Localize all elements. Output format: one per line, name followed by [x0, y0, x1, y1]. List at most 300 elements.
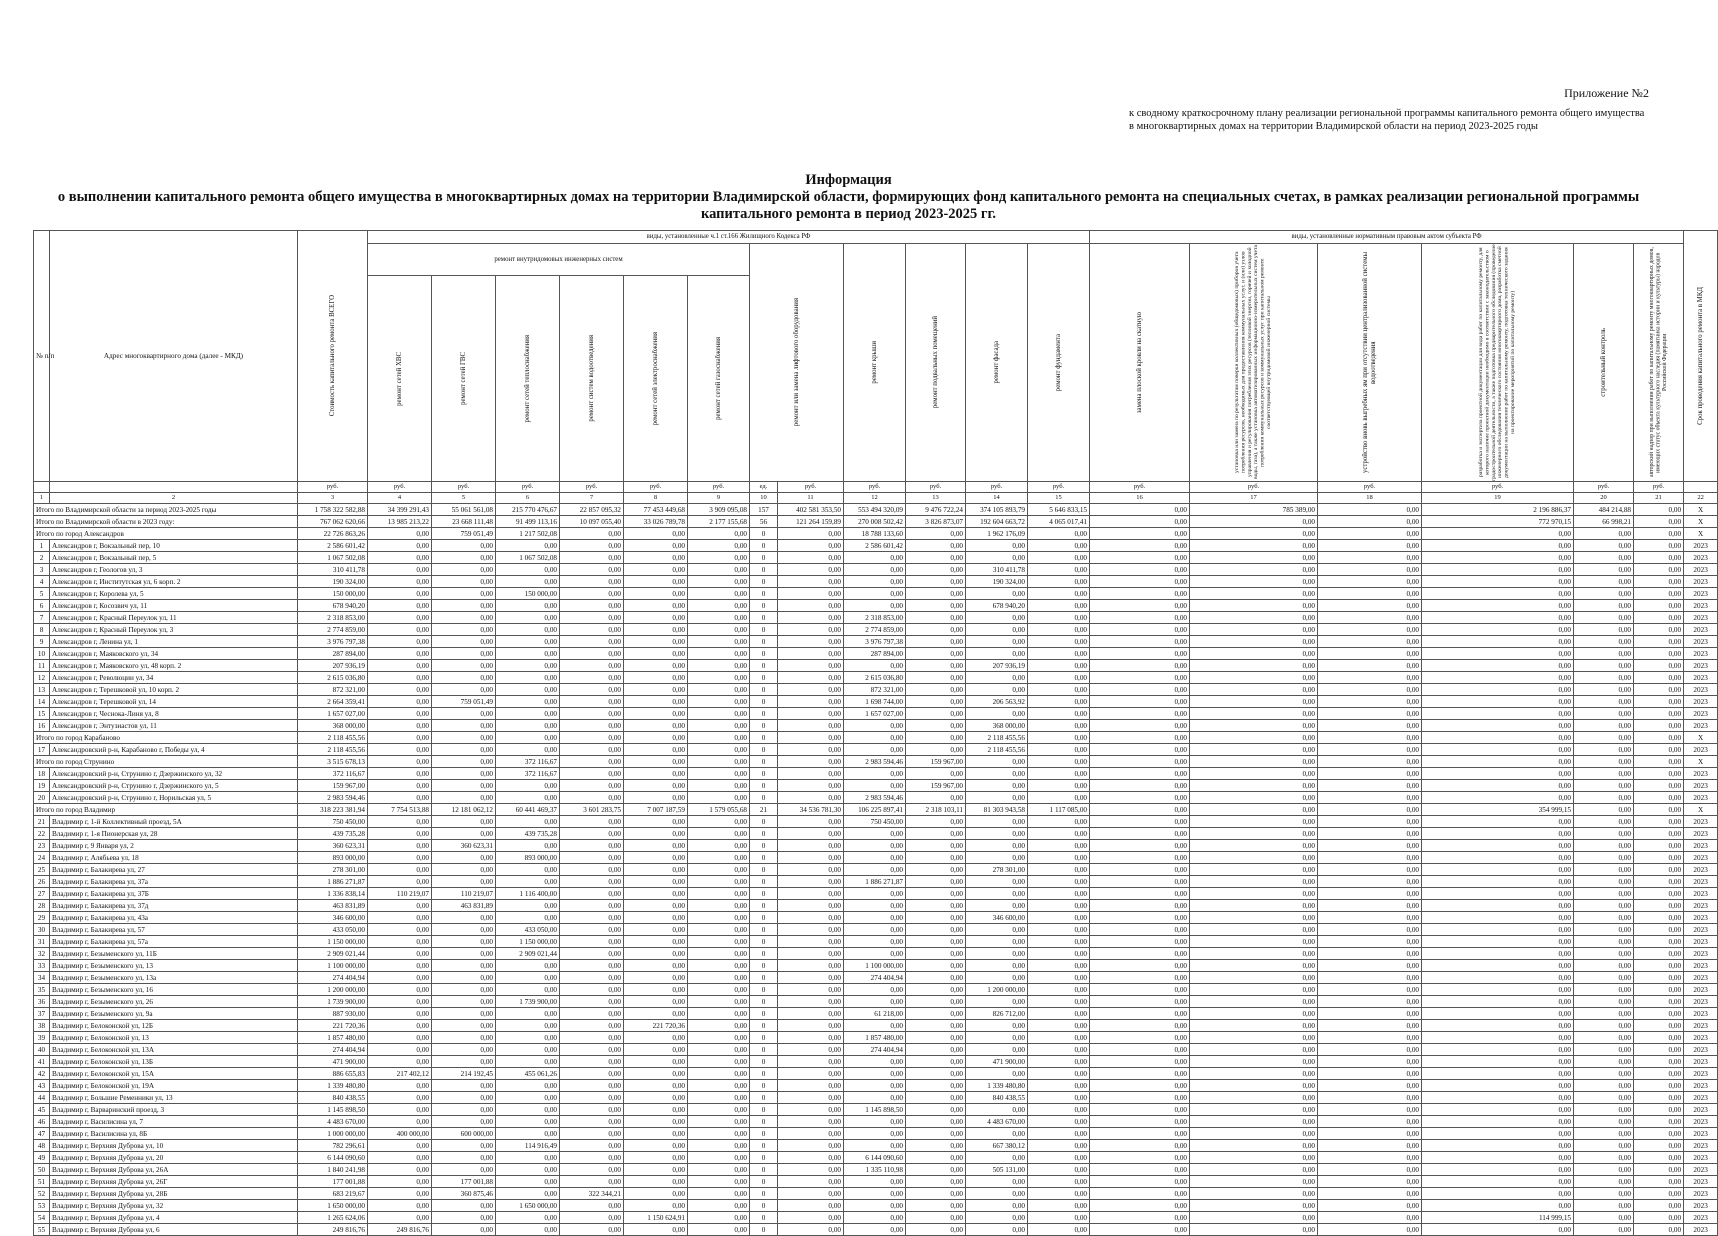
- value-cell: 6 144 090,60: [844, 1152, 906, 1164]
- value-cell: 0,00: [368, 936, 432, 948]
- value-cell: 0: [750, 1008, 778, 1020]
- value-cell: 0,00: [368, 924, 432, 936]
- value-cell: 2023: [1684, 636, 1718, 648]
- value-cell: 0,00: [560, 1164, 624, 1176]
- unit-cell: руб.: [1574, 482, 1634, 493]
- value-cell: 0,00: [496, 636, 560, 648]
- value-cell: 372 116,67: [298, 768, 368, 780]
- value-cell: 0,00: [1190, 660, 1318, 672]
- value-cell: 0,00: [966, 636, 1028, 648]
- value-cell: 0,00: [1422, 984, 1574, 996]
- value-cell: 2023: [1684, 696, 1718, 708]
- value-cell: 0,00: [688, 1224, 750, 1236]
- value-cell: 0,00: [906, 576, 966, 588]
- value-cell: 0,00: [1574, 756, 1634, 768]
- value-cell: 2023: [1684, 888, 1718, 900]
- value-cell: 0,00: [906, 840, 966, 852]
- value-cell: 0,00: [1028, 924, 1090, 936]
- value-cell: 0,00: [688, 564, 750, 576]
- row-number-cell: 21: [34, 816, 50, 828]
- value-cell: 0,00: [368, 528, 432, 540]
- value-cell: 0,00: [844, 600, 906, 612]
- value-cell: 0,00: [368, 660, 432, 672]
- value-cell: 0,00: [906, 600, 966, 612]
- value-cell: 0,00: [624, 624, 688, 636]
- value-cell: 0: [750, 1152, 778, 1164]
- value-cell: 0,00: [1028, 588, 1090, 600]
- value-cell: 2 118 455,56: [298, 732, 368, 744]
- value-cell: 0,00: [906, 660, 966, 672]
- value-cell: 0,00: [1422, 588, 1574, 600]
- value-cell: 0,00: [368, 1032, 432, 1044]
- value-cell: 0,00: [1574, 852, 1634, 864]
- value-cell: 0,00: [1422, 900, 1574, 912]
- value-cell: 0,00: [1422, 792, 1574, 804]
- value-cell: 0,00: [844, 768, 906, 780]
- value-cell: 0,00: [624, 1224, 688, 1236]
- value-cell: 2023: [1684, 1140, 1718, 1152]
- address-cell: Александров г, Ленина ул, 1: [50, 636, 298, 648]
- row-number-cell: 52: [34, 1188, 50, 1200]
- value-cell: 0,00: [1634, 540, 1684, 552]
- value-cell: 400 000,00: [368, 1128, 432, 1140]
- value-cell: 0,00: [560, 912, 624, 924]
- value-cell: 0,00: [560, 996, 624, 1008]
- value-cell: 2023: [1684, 900, 1718, 912]
- column-number-cell: 1: [34, 493, 50, 504]
- value-cell: 0,00: [1574, 1008, 1634, 1020]
- row-number-cell: 34: [34, 972, 50, 984]
- table-row: [34, 564, 1718, 576]
- value-cell: 0,00: [906, 792, 966, 804]
- value-cell: 0,00: [1318, 852, 1422, 864]
- value-cell: 0,00: [368, 720, 432, 732]
- value-cell: 0,00: [1574, 780, 1634, 792]
- row-number-cell: 26: [34, 876, 50, 888]
- address-cell: Владимир г, Безыменского ул, 13: [50, 960, 298, 972]
- value-cell: 33 026 789,78: [624, 516, 688, 528]
- table-row: [34, 1152, 1718, 1164]
- total-row: [34, 516, 1718, 528]
- value-cell: 0,00: [1318, 828, 1422, 840]
- value-cell: 0,00: [1634, 636, 1684, 648]
- value-cell: 0,00: [1318, 552, 1422, 564]
- value-cell: 0,00: [1422, 948, 1574, 960]
- value-cell: 2023: [1684, 1068, 1718, 1080]
- value-cell: 0,00: [1574, 1200, 1634, 1212]
- value-cell: 2 615 036,80: [298, 672, 368, 684]
- value-cell: 0,00: [1190, 612, 1318, 624]
- value-cell: 0,00: [778, 972, 844, 984]
- value-cell: 0,00: [1318, 1200, 1422, 1212]
- value-cell: 0: [750, 672, 778, 684]
- value-cell: 0,00: [1190, 564, 1318, 576]
- value-cell: 0,00: [966, 1020, 1028, 1032]
- value-cell: 2023: [1684, 1188, 1718, 1200]
- address-cell: Владимир г, Белоконской ул, 13А: [50, 1044, 298, 1056]
- value-cell: 750 450,00: [298, 816, 368, 828]
- value-cell: 0,00: [844, 732, 906, 744]
- value-cell: 0,00: [688, 672, 750, 684]
- column-number-cell: 18: [1318, 493, 1422, 504]
- value-cell: 0,00: [496, 624, 560, 636]
- table-row: [34, 600, 1718, 612]
- address-cell: Владимир г, Верхняя Дуброва ул, 6: [50, 1224, 298, 1236]
- address-cell: Владимир г, Белоконской ул, 12Б: [50, 1020, 298, 1032]
- row-number-cell: 36: [34, 996, 50, 1008]
- value-cell: 0,00: [1028, 552, 1090, 564]
- value-cell: 0,00: [1090, 768, 1190, 780]
- value-cell: 0: [750, 840, 778, 852]
- table-row: [34, 1008, 1718, 1020]
- value-cell: 0,00: [624, 816, 688, 828]
- row-number-cell: 39: [34, 1032, 50, 1044]
- value-cell: 0,00: [906, 912, 966, 924]
- value-cell: 0,00: [1028, 852, 1090, 864]
- value-cell: 0,00: [1422, 648, 1574, 660]
- value-cell: 0,00: [778, 684, 844, 696]
- value-cell: 0,00: [1574, 1092, 1634, 1104]
- value-cell: 0,00: [688, 1068, 750, 1080]
- value-cell: 18 788 133,60: [844, 528, 906, 540]
- value-cell: 2 909 021,44: [496, 948, 560, 960]
- value-cell: 0,00: [1028, 1200, 1090, 1212]
- value-cell: 0,00: [906, 972, 966, 984]
- value-cell: 0,00: [1318, 1128, 1422, 1140]
- value-cell: 0,00: [1028, 1128, 1090, 1140]
- value-cell: 0,00: [1634, 588, 1684, 600]
- value-cell: 0,00: [906, 1164, 966, 1176]
- value-cell: 0,00: [368, 540, 432, 552]
- value-cell: 0,00: [906, 612, 966, 624]
- row-number-cell: 17: [34, 744, 50, 756]
- value-cell: 0,00: [778, 720, 844, 732]
- value-cell: 0,00: [1090, 828, 1190, 840]
- value-cell: 2023: [1684, 864, 1718, 876]
- value-cell: 0,00: [432, 540, 496, 552]
- address-cell: Владимир г, Верхняя Дуброва ул, 26Г: [50, 1176, 298, 1188]
- value-cell: 0,00: [1574, 624, 1634, 636]
- value-cell: 0,00: [624, 1116, 688, 1128]
- value-cell: 0,00: [844, 1116, 906, 1128]
- value-cell: 0,00: [496, 1080, 560, 1092]
- value-cell: 0,00: [1028, 1032, 1090, 1044]
- value-cell: 0,00: [688, 552, 750, 564]
- value-cell: 0,00: [1422, 1104, 1574, 1116]
- value-cell: 0,00: [368, 684, 432, 696]
- value-cell: 1 698 744,00: [844, 696, 906, 708]
- value-cell: 368 000,00: [966, 720, 1028, 732]
- value-cell: 0,00: [1090, 1140, 1190, 1152]
- value-cell: 0,00: [624, 1200, 688, 1212]
- value-cell: 0: [750, 1224, 778, 1236]
- value-cell: 0,00: [1318, 888, 1422, 900]
- value-cell: 0,00: [1190, 792, 1318, 804]
- value-cell: 0,00: [1090, 1224, 1190, 1236]
- title-line-1: Информация: [805, 172, 892, 188]
- value-cell: 0,00: [844, 780, 906, 792]
- value-cell: 2023: [1684, 960, 1718, 972]
- column-number-cell: 19: [1422, 493, 1574, 504]
- value-cell: 840 438,55: [966, 1092, 1028, 1104]
- value-cell: 455 061,26: [496, 1068, 560, 1080]
- value-cell: 0,00: [1028, 744, 1090, 756]
- table-row: [34, 840, 1718, 852]
- value-cell: 0,00: [560, 1140, 624, 1152]
- value-cell: 0,00: [906, 864, 966, 876]
- value-cell: 0,00: [1090, 1188, 1190, 1200]
- value-cell: 0,00: [1028, 1224, 1090, 1236]
- value-cell: 0,00: [1422, 660, 1574, 672]
- col-lift-header: [750, 244, 844, 482]
- value-cell: 0,00: [1090, 612, 1190, 624]
- value-cell: 2023: [1684, 996, 1718, 1008]
- value-cell: 0,00: [1422, 876, 1574, 888]
- value-cell: 0,00: [966, 888, 1028, 900]
- value-cell: 2023: [1684, 720, 1718, 732]
- unit-cell: руб.: [496, 482, 560, 493]
- value-cell: 0,00: [1634, 804, 1684, 816]
- value-cell: 249 816,76: [368, 1224, 432, 1236]
- value-cell: 0,00: [1190, 804, 1318, 816]
- value-cell: 0,00: [1028, 828, 1090, 840]
- value-cell: 1 758 322 582,88: [298, 504, 368, 516]
- value-cell: 0,00: [1090, 1020, 1190, 1032]
- value-cell: 0: [750, 960, 778, 972]
- value-cell: 0,00: [778, 648, 844, 660]
- value-cell: 0,00: [906, 1128, 966, 1140]
- value-cell: 0,00: [1190, 1092, 1318, 1104]
- value-cell: 322 344,21: [560, 1188, 624, 1200]
- value-cell: 0,00: [624, 708, 688, 720]
- value-cell: 0: [750, 888, 778, 900]
- value-cell: 0,00: [1090, 852, 1190, 864]
- value-cell: 0: [750, 1056, 778, 1068]
- value-cell: 0,00: [560, 660, 624, 672]
- value-cell: 0,00: [1190, 552, 1318, 564]
- value-cell: 0,00: [560, 984, 624, 996]
- col-address-header: Адрес многоквартирного дома (далее - МКД): [50, 231, 298, 482]
- address-cell: Александров г, Терешковой ул, 14: [50, 696, 298, 708]
- value-cell: 0,00: [1190, 540, 1318, 552]
- value-cell: 0,00: [966, 708, 1028, 720]
- value-cell: 0,00: [688, 1176, 750, 1188]
- value-cell: 0,00: [1028, 708, 1090, 720]
- value-cell: 0,00: [1422, 768, 1574, 780]
- value-cell: 0,00: [1318, 1140, 1422, 1152]
- value-cell: 0,00: [624, 1008, 688, 1020]
- value-cell: 0: [750, 936, 778, 948]
- value-cell: 0,00: [560, 936, 624, 948]
- table-row: [34, 672, 1718, 684]
- value-cell: 0,00: [560, 720, 624, 732]
- table-row: [34, 1056, 1718, 1068]
- value-cell: 0: [750, 792, 778, 804]
- value-cell: 0,00: [624, 852, 688, 864]
- value-cell: 0,00: [560, 1152, 624, 1164]
- value-cell: 0,00: [1574, 768, 1634, 780]
- value-cell: 159 967,00: [906, 756, 966, 768]
- value-cell: 0,00: [844, 660, 906, 672]
- value-cell: 0,00: [432, 648, 496, 660]
- value-cell: 0,00: [966, 996, 1028, 1008]
- value-cell: 0: [750, 744, 778, 756]
- value-cell: 2023: [1684, 540, 1718, 552]
- unit-cell: руб.: [432, 482, 496, 493]
- value-cell: 0,00: [778, 1188, 844, 1200]
- value-cell: 0,00: [778, 552, 844, 564]
- value-cell: 23 668 111,48: [432, 516, 496, 528]
- col-cost-label: Стоимость капитального ремонта ВСЕГО: [328, 295, 336, 417]
- value-cell: 2023: [1684, 660, 1718, 672]
- value-cell: 0,00: [688, 1140, 750, 1152]
- value-cell: 0,00: [368, 900, 432, 912]
- value-cell: 471 900,00: [298, 1056, 368, 1068]
- value-cell: 782 296,61: [298, 1140, 368, 1152]
- value-cell: 0,00: [1318, 768, 1422, 780]
- value-cell: 0,00: [1634, 900, 1684, 912]
- value-cell: 0,00: [1574, 576, 1634, 588]
- col-heat-label: ремонт сетей теплоснабжения: [523, 334, 531, 423]
- value-cell: 0,00: [1190, 1080, 1318, 1092]
- value-cell: 0,00: [1634, 924, 1684, 936]
- value-cell: 0,00: [1028, 540, 1090, 552]
- value-cell: 0,00: [560, 1080, 624, 1092]
- value-cell: 13 985 213,22: [368, 516, 432, 528]
- value-cell: 0,00: [1190, 1188, 1318, 1200]
- value-cell: 0,00: [1318, 1080, 1422, 1092]
- value-cell: 0,00: [1422, 960, 1574, 972]
- table-row: [34, 708, 1718, 720]
- value-cell: 0,00: [432, 612, 496, 624]
- col-gvs-header: [432, 276, 496, 482]
- value-cell: 678 940,20: [966, 600, 1028, 612]
- value-cell: 0,00: [432, 1020, 496, 1032]
- value-cell: 12 181 062,12: [432, 804, 496, 816]
- value-cell: 0,00: [1090, 732, 1190, 744]
- report-table-container: [33, 230, 1708, 1234]
- value-cell: 0,00: [368, 696, 432, 708]
- value-cell: 192 604 663,72: [966, 516, 1028, 528]
- value-cell: 0,00: [624, 948, 688, 960]
- value-cell: 0,00: [1422, 1044, 1574, 1056]
- value-cell: 249 816,76: [298, 1224, 368, 1236]
- col-meters-label: установка или замена по результатам поверки коллективных (общедомовых) приборов учета потребления ресурсов, необходимых для предоставления коммунальных услуг, и (или) узлов управления и регулирования потребления этих ресурсов (тепловой энергии, горячей и холодной воды, газа), а также установка автоматизированных информационно-измерительных систем учета потребления коммунальных ресурсов и коммунальных услуг при капитальном ремонте соответствующей внутридомовой инженерной системы: [1234, 245, 1273, 480]
- value-cell: 0,00: [906, 564, 966, 576]
- value-cell: 0,00: [1422, 540, 1574, 552]
- value-cell: 0,00: [1634, 1104, 1684, 1116]
- value-cell: 0,00: [560, 1176, 624, 1188]
- address-cell: Итого по Владимирской области за период 2023-2025 годы: [34, 504, 298, 516]
- value-cell: 0,00: [1028, 648, 1090, 660]
- value-cell: 0,00: [1028, 1152, 1090, 1164]
- value-cell: 0,00: [1574, 984, 1634, 996]
- value-cell: 0,00: [906, 1212, 966, 1224]
- value-cell: 0: [750, 540, 778, 552]
- value-cell: 0,00: [688, 1020, 750, 1032]
- value-cell: 0,00: [1190, 636, 1318, 648]
- value-cell: 1 067 502,08: [298, 552, 368, 564]
- value-cell: 0,00: [778, 624, 844, 636]
- value-cell: 0,00: [1028, 636, 1090, 648]
- value-cell: 0,00: [1422, 696, 1574, 708]
- value-cell: 0,00: [496, 576, 560, 588]
- value-cell: 0,00: [624, 636, 688, 648]
- value-cell: 0,00: [1574, 588, 1634, 600]
- value-cell: 1 150 000,00: [298, 936, 368, 948]
- value-cell: 0,00: [844, 1140, 906, 1152]
- value-cell: 0,00: [906, 636, 966, 648]
- value-cell: 0,00: [906, 1092, 966, 1104]
- address-cell: Александров г, Институтская ул, 6 корп. 2: [50, 576, 298, 588]
- value-cell: 0,00: [432, 720, 496, 732]
- value-cell: 0,00: [1318, 996, 1422, 1008]
- value-cell: 0,00: [1318, 1044, 1422, 1056]
- value-cell: 0,00: [624, 1092, 688, 1104]
- value-cell: 0,00: [778, 984, 844, 996]
- value-cell: 0,00: [1028, 1080, 1090, 1092]
- value-cell: 0,00: [368, 996, 432, 1008]
- value-cell: 0,00: [1634, 840, 1684, 852]
- value-cell: 872 321,00: [844, 684, 906, 696]
- value-cell: 2023: [1684, 552, 1718, 564]
- value-cell: 0,00: [368, 1212, 432, 1224]
- address-cell: Итого по город Карабаново: [34, 732, 298, 744]
- value-cell: 0,00: [1090, 636, 1190, 648]
- value-cell: 0,00: [1422, 864, 1574, 876]
- value-cell: 0,00: [560, 876, 624, 888]
- value-cell: 0,00: [624, 876, 688, 888]
- value-cell: 0,00: [560, 540, 624, 552]
- value-cell: 0,00: [1318, 576, 1422, 588]
- value-cell: 2023: [1684, 1080, 1718, 1092]
- row-number-cell: 13: [34, 684, 50, 696]
- col-cost-header: [298, 231, 368, 482]
- col-basement-header: [906, 244, 966, 482]
- value-cell: 360 623,31: [432, 840, 496, 852]
- value-cell: 0,00: [560, 1044, 624, 1056]
- value-cell: 0,00: [1190, 1104, 1318, 1116]
- value-cell: 0,00: [560, 528, 624, 540]
- address-cell: Владимир г, Безыменского ул, 9а: [50, 1008, 298, 1020]
- value-cell: 0,00: [1422, 1128, 1574, 1140]
- value-cell: 0,00: [624, 972, 688, 984]
- value-cell: 0,00: [1318, 504, 1422, 516]
- value-cell: 0,00: [844, 1020, 906, 1032]
- table-row: [34, 744, 1718, 756]
- value-cell: 2023: [1684, 1164, 1718, 1176]
- value-cell: 0,00: [1318, 1020, 1422, 1032]
- col-garbage-header: [1318, 244, 1422, 482]
- value-cell: 0,00: [1634, 1164, 1684, 1176]
- value-cell: 0,00: [778, 912, 844, 924]
- value-cell: 0,00: [1090, 1164, 1190, 1176]
- unit-cell: [1684, 482, 1718, 493]
- value-cell: 0,00: [432, 1044, 496, 1056]
- value-cell: 0,00: [1028, 576, 1090, 588]
- table-row: [34, 1080, 1718, 1092]
- value-cell: 0,00: [844, 552, 906, 564]
- value-cell: 0,00: [906, 852, 966, 864]
- value-cell: 0,00: [1090, 780, 1190, 792]
- value-cell: 0,00: [1574, 744, 1634, 756]
- row-number-cell: 18: [34, 768, 50, 780]
- value-cell: 0,00: [624, 1032, 688, 1044]
- column-number-cell: 9: [688, 493, 750, 504]
- address-cell: Владимир г, Василисина ул, 8Б: [50, 1128, 298, 1140]
- value-cell: 0,00: [1318, 648, 1422, 660]
- value-cell: 1 116 400,00: [496, 888, 560, 900]
